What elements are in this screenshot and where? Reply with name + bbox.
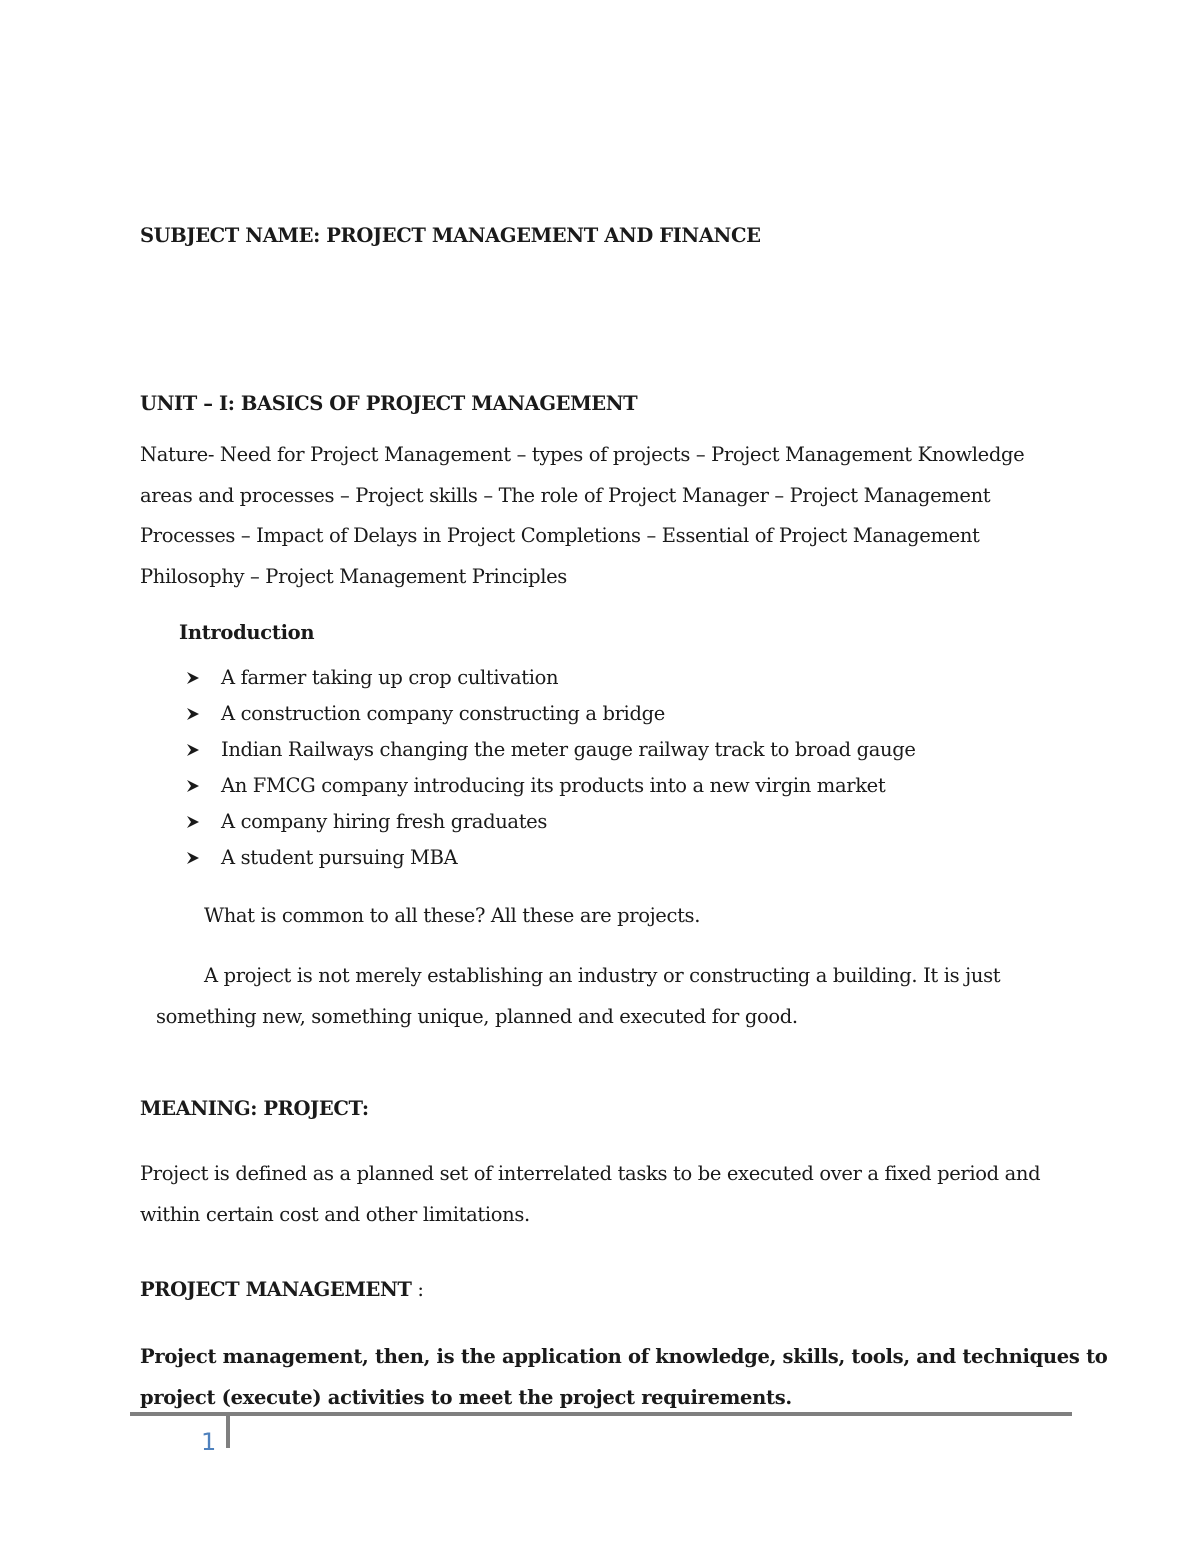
list-item: [186, 768, 916, 804]
unit-syllabus: [140, 435, 1040, 597]
bullet-text: A construction company constructing a bridge: [221, 702, 665, 725]
introduction-paragraph-line: something new, something unique, planned and executed for good.: [156, 1005, 798, 1028]
bullet-text: A student pursuing MBA: [221, 846, 458, 869]
footer-divider-tick: [226, 1414, 230, 1448]
syllabus-line: areas and processes – Project skills – The role of Project Manager – Project Management: [140, 483, 991, 507]
list-item: [186, 840, 916, 876]
introduction-paragraph-line: A project is not merely establishing an industry or constructing a building. It is just: [204, 964, 1001, 987]
arrowhead-bullet-icon: [186, 779, 221, 793]
subject-title: SUBJECT NAME: PROJECT MANAGEMENT AND FINANCE: [140, 224, 761, 247]
page-number: 1: [201, 1428, 217, 1456]
definition-line: project (execute) activities to meet the project requirements.: [140, 1385, 792, 1409]
list-item: [186, 732, 916, 768]
syllabus-line: Nature- Need for Project Management – types of projects – Project Management Knowledge: [140, 443, 1025, 466]
project-management-definition: [140, 1337, 1108, 1418]
meaning-definition: [140, 1154, 1040, 1235]
arrowhead-bullet-icon: [186, 707, 221, 721]
meaning-heading: MEANING: PROJECT:: [140, 1097, 369, 1120]
arrowhead-bullet-icon: [186, 743, 221, 757]
syllabus-line: Philosophy – Project Management Principles: [140, 564, 567, 588]
bullet-text: A company hiring fresh graduates: [221, 810, 548, 833]
introduction-heading: Introduction: [179, 621, 315, 644]
arrowhead-bullet-icon: [186, 815, 221, 829]
project-management-heading: [140, 1278, 424, 1301]
bullet-text: A farmer taking up crop cultivation: [221, 666, 559, 689]
arrowhead-bullet-icon: [186, 851, 221, 865]
introduction-question: What is common to all these? All these are projects.: [204, 904, 701, 927]
introduction-bullet-list: [186, 660, 916, 876]
definition-line: Project management, then, is the application of knowledge, skills, tools, and techniques to: [140, 1345, 1108, 1368]
heading-colon: :: [411, 1278, 424, 1301]
definition-line: Project is defined as a planned set of interrelated tasks to be executed over a fixed period and: [140, 1162, 1041, 1185]
bullet-text: Indian Railways changing the meter gauge railway track to broad gauge: [221, 738, 916, 761]
heading-text: PROJECT MANAGEMENT: [140, 1278, 412, 1301]
list-item: [186, 804, 916, 840]
unit-heading: UNIT – I: BASICS OF PROJECT MANAGEMENT: [140, 392, 638, 415]
definition-line: within certain cost and other limitations.: [140, 1202, 530, 1226]
bullet-text: An FMCG company introducing its products into a new virgin market: [221, 774, 886, 797]
arrowhead-bullet-icon: [186, 671, 221, 685]
syllabus-line: Processes – Impact of Delays in Project Completions – Essential of Project Management: [140, 524, 980, 547]
list-item: [186, 660, 916, 696]
footer-rule: [130, 1412, 1072, 1416]
list-item: [186, 696, 916, 732]
